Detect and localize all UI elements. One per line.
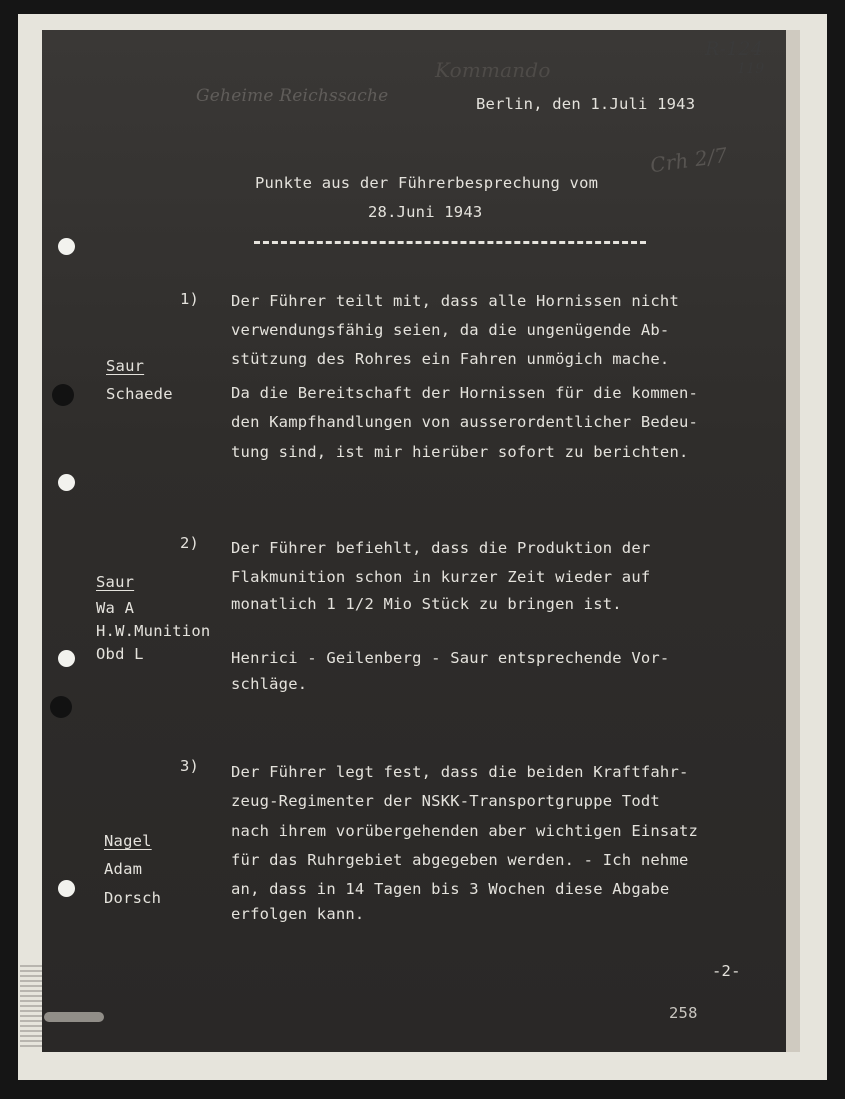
title-line-2: 28.Juni 1943 bbox=[368, 203, 483, 221]
punch-hole bbox=[58, 650, 75, 667]
faint-signature: Kommando bbox=[435, 58, 551, 82]
next-page-marker: -2- bbox=[712, 962, 741, 980]
title-line-1: Punkte aus der Führerbesprechung vom bbox=[255, 174, 599, 192]
item-3-line: Der Führer legt fest, dass die beiden Kraftfahr- bbox=[231, 763, 689, 781]
item-1-line: Der Führer teilt mit, dass alle Hornissen nicht bbox=[231, 292, 679, 310]
item-3-person: Dorsch bbox=[104, 889, 162, 907]
punch-hole bbox=[50, 696, 72, 718]
page-number: 258 bbox=[669, 1004, 698, 1022]
item-2-line: Flakmunition schon in kurzer Zeit wieder auf bbox=[231, 568, 651, 586]
item-2-line: Henrici - Geilenberg - Saur entsprechende Vor- bbox=[231, 649, 670, 667]
item-3-line: an, dass in 14 Tagen bis 3 Wochen diese Abgabe bbox=[231, 880, 670, 898]
item-2-person: Wa A bbox=[96, 599, 135, 617]
item-3-line: zeug-Regimenter der NSKK-Transportgruppe Todt bbox=[231, 792, 660, 810]
punch-hole bbox=[58, 474, 75, 491]
faint-stamp: Geheime Reichssache bbox=[196, 86, 389, 106]
item-1-person: Saur bbox=[106, 357, 145, 375]
item-3-person: Adam bbox=[104, 860, 143, 878]
right-paper-strip bbox=[786, 30, 800, 1052]
item-2-person: Saur bbox=[96, 573, 135, 591]
margin-scribble: Crh 2/7 bbox=[648, 142, 729, 178]
smudge bbox=[44, 1012, 104, 1022]
item-3-number: 3) bbox=[180, 757, 200, 775]
item-1-line: tung sind, ist mir hierüber sofort zu berichten. bbox=[231, 443, 689, 461]
item-2-person: Obd L bbox=[96, 645, 144, 663]
item-1-number: 1) bbox=[180, 290, 200, 308]
item-1-person: Schaede bbox=[106, 385, 173, 403]
item-2-line: monatlich 1 1/2 Mio Stück zu bringen ist. bbox=[231, 595, 622, 613]
item-3-person: Nagel bbox=[104, 832, 152, 850]
item-3-line: nach ihrem vorübergehenden aber wichtigen Einsatz bbox=[231, 822, 699, 840]
archive-reference-sub: 119 bbox=[737, 61, 765, 77]
item-3-line: für das Ruhrgebiet abgegeben werden. - Ich nehme bbox=[231, 851, 689, 869]
item-2-line: Der Führer befiehlt, dass die Produktion der bbox=[231, 539, 651, 557]
item-1-line: den Kampfhandlungen von ausserordentlicher Bedeu- bbox=[231, 413, 699, 431]
item-3-line: erfolgen kann. bbox=[231, 905, 365, 923]
edge-mark bbox=[20, 965, 42, 1050]
archive-reference: R-124 bbox=[705, 38, 763, 60]
item-1-line: Da die Bereitschaft der Hornissen für die kommen- bbox=[231, 384, 699, 402]
item-1-line: verwendungsfähig seien, da die ungenügende Ab- bbox=[231, 321, 670, 339]
item-2-person: H.W.Munition bbox=[96, 622, 211, 640]
separator-line bbox=[254, 241, 646, 244]
place-date: Berlin, den 1.Juli 1943 bbox=[476, 95, 696, 113]
item-2-line: schläge. bbox=[231, 675, 308, 693]
item-2-number: 2) bbox=[180, 534, 200, 552]
punch-hole bbox=[58, 880, 75, 897]
punch-hole bbox=[52, 384, 74, 406]
item-1-line: stützung des Rohres ein Fahren unmögich mache. bbox=[231, 350, 670, 368]
punch-hole bbox=[58, 238, 75, 255]
